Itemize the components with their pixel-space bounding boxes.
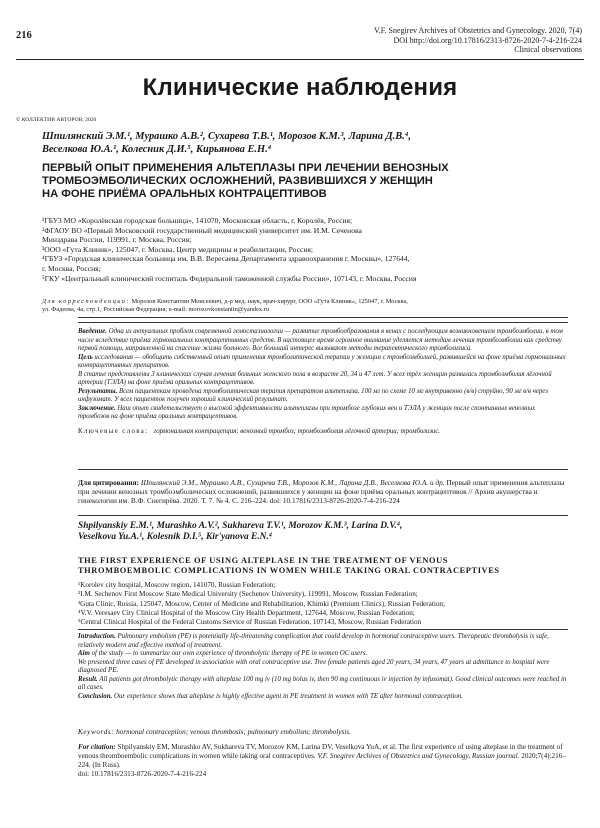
- ru-abstract-aim: [78, 354, 568, 371]
- ru-results-label: Результаты.: [78, 387, 118, 395]
- en-results-label: Result.: [78, 675, 98, 683]
- en-cite-doi[interactable]: doi: 10.17816/2313-8726-2020-7-4-216-224: [78, 770, 207, 778]
- page-number: 216: [16, 30, 32, 41]
- en-cite-label: For citation:: [78, 743, 116, 751]
- corr-label: Для корреспонденции:: [42, 298, 130, 305]
- journal-section: Clinical observations: [514, 45, 582, 54]
- ru-citation: [78, 478, 568, 505]
- journal-header: [374, 26, 582, 55]
- ru-affiliation: ¹ГБУЗ МО «Королёвская городская больница», 141070, Московская область, г. Королёв, Россия;: [42, 216, 353, 225]
- en-abstract-aim: [78, 650, 568, 659]
- en-abstract-results: [78, 676, 568, 693]
- en-concl-text: Our experience shows that alteplase is highly effective agent in PE treatment in women with TE after hormonal contraception.: [112, 692, 464, 700]
- correspondence: [42, 298, 562, 314]
- en-authors-line: Shpilyanskiy E.M.¹, Murashko A.V.², Sukhareva T.V.¹, Morozov K.M.³, Larina D.V.⁴,: [78, 521, 403, 531]
- ru-affiliation: ³ООО «Гута Клиник», 125047, г. Москва, Центр медицины и реабилитации, Россия;: [42, 244, 314, 254]
- en-citation: [78, 743, 568, 779]
- ru-concl-text: Наш опыт свидетельствует о высокой эффективности альтеплазы при тромбозе глубоких вен и ТЭЛА у женщин после спонтанных венозных тромбозов на фоне приёма оральных контрацептивов.: [78, 404, 536, 420]
- en-keywords: [78, 728, 568, 737]
- ru-cite-label: Для цитирования:: [78, 478, 139, 487]
- cite-rule: [78, 515, 568, 516]
- ru-affiliation: г. Москва, Россия;: [42, 263, 101, 273]
- en-aff-rule: [78, 629, 568, 630]
- ru-keywords: [78, 428, 568, 437]
- ru-authors-line: Шпилянский Э.М.¹, Мурашко А.В.², Сухарева Т.В.¹, Морозов К.М.³, Ларина Д.В.⁴,: [42, 131, 411, 142]
- corr-address[interactable]: ул. Фадеева, 4а, стр.1, Российская Федерация; e-mail: morozovkonstantin@yandex.ru: [42, 306, 270, 313]
- ru-cite-text: Первый опыт применения альтеплазы при лечении венозных тромбоэмболических осложнений, развившихся у женщин на фоне приёма оральных контрацептивов // Архив акушерства и гинекологии им. В.Ф. Снегирёва. 2020. Т. 7. № 4. С. 216–224. doi: 10.17816/2313-8726-2020-7-4-216-224: [78, 478, 565, 505]
- en-cite-journal: V.F. Snegirev Archives of Obstetrics and Gynecology, Russian journal.: [317, 752, 520, 760]
- ru-intro-label: Введение.: [78, 328, 107, 335]
- en-aim-label: Aim: [78, 650, 90, 657]
- ru-authors: [42, 131, 542, 157]
- en-results-text: All patients got thrombolytic therapy with alteplase 100 mg iv (10 mg bolus iv, then 90 mg continuous iv injection by infusomat). Good clinical outcomes were reached in all cases.: [78, 675, 567, 691]
- en-keywords-label: Keywords:: [78, 728, 115, 736]
- ru-title-line: ПЕРВЫЙ ОПЫТ ПРИМЕНЕНИЯ АЛЬТЕПЛАЗЫ ПРИ ЛЕЧЕНИИ ВЕНОЗНЫХ: [42, 162, 449, 174]
- en-abstract-intro: [78, 633, 568, 650]
- en-affiliation: ²I.M. Sechenov First Moscow State Medical University (Sechenov University), 119991, Moscow, Russian Federation;: [78, 590, 418, 599]
- en-abstract: [78, 633, 568, 701]
- header-rule: [16, 59, 584, 60]
- ru-affiliations: [42, 216, 562, 283]
- en-title-line: THROMBOEMBOLIC COMPLICATIONS IN WOMEN WHILE TAKING ORAL CONTRACEPTIVES: [78, 566, 500, 575]
- en-intro-text: Pulmonary embolism (PE) is potentially life-threatening complication that could develop in hormonal contraceptive users. Therapeutic thrombolysis is safe, relatively modern and effective method of treatment.: [78, 633, 549, 649]
- ru-affiliation: ⁴ГБУЗ «Городская клиническая больница им. В.В. Вересаева Департамента здравоохранения г. Москвы», 127644,: [42, 254, 410, 264]
- section-title: Клинические наблюдения: [142, 74, 458, 101]
- en-keywords-text: hormonal contraception; venous thrombosis; pulmonary embolism; thrombolysis.: [114, 728, 351, 736]
- en-affiliation: ³Guta Clinic, Russia, 125047, Moscow, Center of Medicine and Rehabilitation, Khimki (Premium Clinics), Russian Federation;: [78, 599, 446, 608]
- ru-results-text: Всем пациенткам проведена тромболитическая терапия препаратом альтеплаза, 100 мг по схеме 10 мг внутривенно (в/в) струйно, 90 мг в/в через инфузомат. У всех пациенток получен хороший клинический результат.: [78, 387, 548, 403]
- en-aim-text: of the study — to summarize our own experience of thrombolytic therapy of PE in women OC users.: [89, 650, 368, 657]
- ru-abstract-results: [78, 388, 568, 405]
- ru-cite-authors: Шпилянский Э.М., Мурашко А.В., Сухарева Т.В., Морозов К.М., Ларина Д.В., Веселкова Ю.А. и др.: [140, 478, 445, 487]
- ru-abstract-cases: В статье представлены 3 клинических случая лечения больных женского пола в возрасте 20, 34 и 47 лет. У всех трёх женщин развилась тромбоэмболия лёгочной артерии (ТЭЛА) на фоне приёма оральных контрацептивов.: [78, 370, 552, 386]
- ru-abstract-box: [78, 322, 568, 470]
- en-concl-label: Conclusion.: [78, 692, 113, 700]
- en-title-line: THE FIRST EXPERIENCE OF USING ALTEPLASE IN THE TREATMENT OF VENOUS: [78, 556, 449, 565]
- en-affiliation: ⁴V.V. Veresaev City Clinical Hospital of the Moscow City Health Department, 127644, Moscow, Russian Federation;: [78, 608, 415, 617]
- ru-title-line: НА ФОНЕ ПРИЁМА ОРАЛЬНЫХ КОНТРАЦЕПТИВОВ: [42, 188, 327, 200]
- journal-name: V.F. Snegirev Archives of Obstetrics and Gynecology. 2020, 7(4): [374, 26, 582, 35]
- en-affiliation: ⁵Central Clinical Hospital of the Federal Customs Service of Russian Federation, 107143, Moscow, Russian Federation: [78, 618, 422, 627]
- ru-aim-text: исследования — обобщить собственный опыт применения тромболитической терапии у женщин с тромбоэмболией, развившейся на фоне приёма гормональных контрацептивных препаратов.: [78, 353, 566, 369]
- ru-corr-rule: [78, 317, 568, 318]
- en-authors: [78, 521, 568, 544]
- journal-doi[interactable]: DOI http://doi.org/10.17816/2313-8726-2020-7-4-216-224: [393, 35, 582, 45]
- en-affiliation: ¹Korolev city hospital, Moscow region, 141070, Russian Federation;: [78, 581, 276, 589]
- en-intro-label: Introduction.: [78, 633, 116, 640]
- ru-abstract-conclusion: [78, 405, 568, 422]
- ru-intro-text: Одна из актуальных проблем современной гемостазиологии — развитие тромбообразования в венах с последующим возникновением тромбоэмболии, в том числе вследствие приёма гормональных контрацептивных средств. В настоящее время огромное внимание уделяется методам лечения тромбоэмболии как средству первой помощи, направленной на спасение жизни больного. Все больший интерес вызывают методы терапевтического тромболизиса.: [78, 328, 563, 352]
- ru-concl-label: Заключение.: [78, 404, 116, 412]
- en-abstract-conclusion: [78, 693, 568, 702]
- ru-affiliation: ²ФГАОУ ВО «Первый Московский государственный медицинский университет им. И.М. Сеченова: [42, 225, 362, 235]
- en-cite-text: Shpilyanskiy EM, Murashko AV, Sukhareva TV, Morozov KM, Larina DV, Veselkova YuA, et al. The first experience of using alteplase in the treatment of venous thromboembolic complications in women while taking oral contraceptives.: [78, 743, 563, 760]
- en-article-title: [78, 556, 568, 576]
- en-abstract-cases: We presented three cases of PE developed in association with oral contraceptive use. Tree female patients aged 20 years, 34 years, 47 years at admittance to hospital were diagnosed PE.: [78, 658, 550, 674]
- copyright: © КОЛЛЕКТИВ АВТОРОВ, 2020: [16, 117, 97, 123]
- ru-affiliation: Минздрава России, 119991, г. Москва, Россия;: [42, 235, 192, 245]
- ru-article-title: [42, 162, 557, 201]
- ru-keywords-text: гормональная контрацепция; венозный тромбоз; тромбоэмболия лёгочной артерии; тромболизис.: [153, 427, 441, 435]
- ru-abstract-intro: [78, 328, 568, 354]
- en-authors-line: Veselkova Yu.A.¹, Kolesnik D.I.⁵, Kir'yanova E.N.⁴: [78, 532, 272, 543]
- ru-title-line: ТРОМБОЭМБОЛИЧЕСКИХ ОСЛОЖНЕНИЙ, РАЗВИВШИХСЯ У ЖЕНЩИН: [42, 175, 433, 187]
- ru-keywords-label: Ключевые слова:: [78, 427, 149, 435]
- en-cite-tail: 2020;7(4):216–224. (In Russ).: [78, 752, 566, 769]
- ru-affiliation: ⁵ГКУ «Центральный клинический госпиталь Федеральной таможенной службы России», 107143, г. Москва, Россия: [42, 273, 417, 283]
- corr-text: Морозов Константин Моисеевич, д-р мед. наук, врач-хирург, ООО «Гута Клиник», 125047, г. Москва,: [129, 298, 408, 305]
- en-affiliations: [78, 581, 568, 627]
- ru-aim-label: Цель: [78, 353, 93, 361]
- ru-authors-line: Веселкова Ю.А.¹, Колесник Д.И.⁵, Кирьянова Е.Н.⁴: [42, 143, 272, 155]
